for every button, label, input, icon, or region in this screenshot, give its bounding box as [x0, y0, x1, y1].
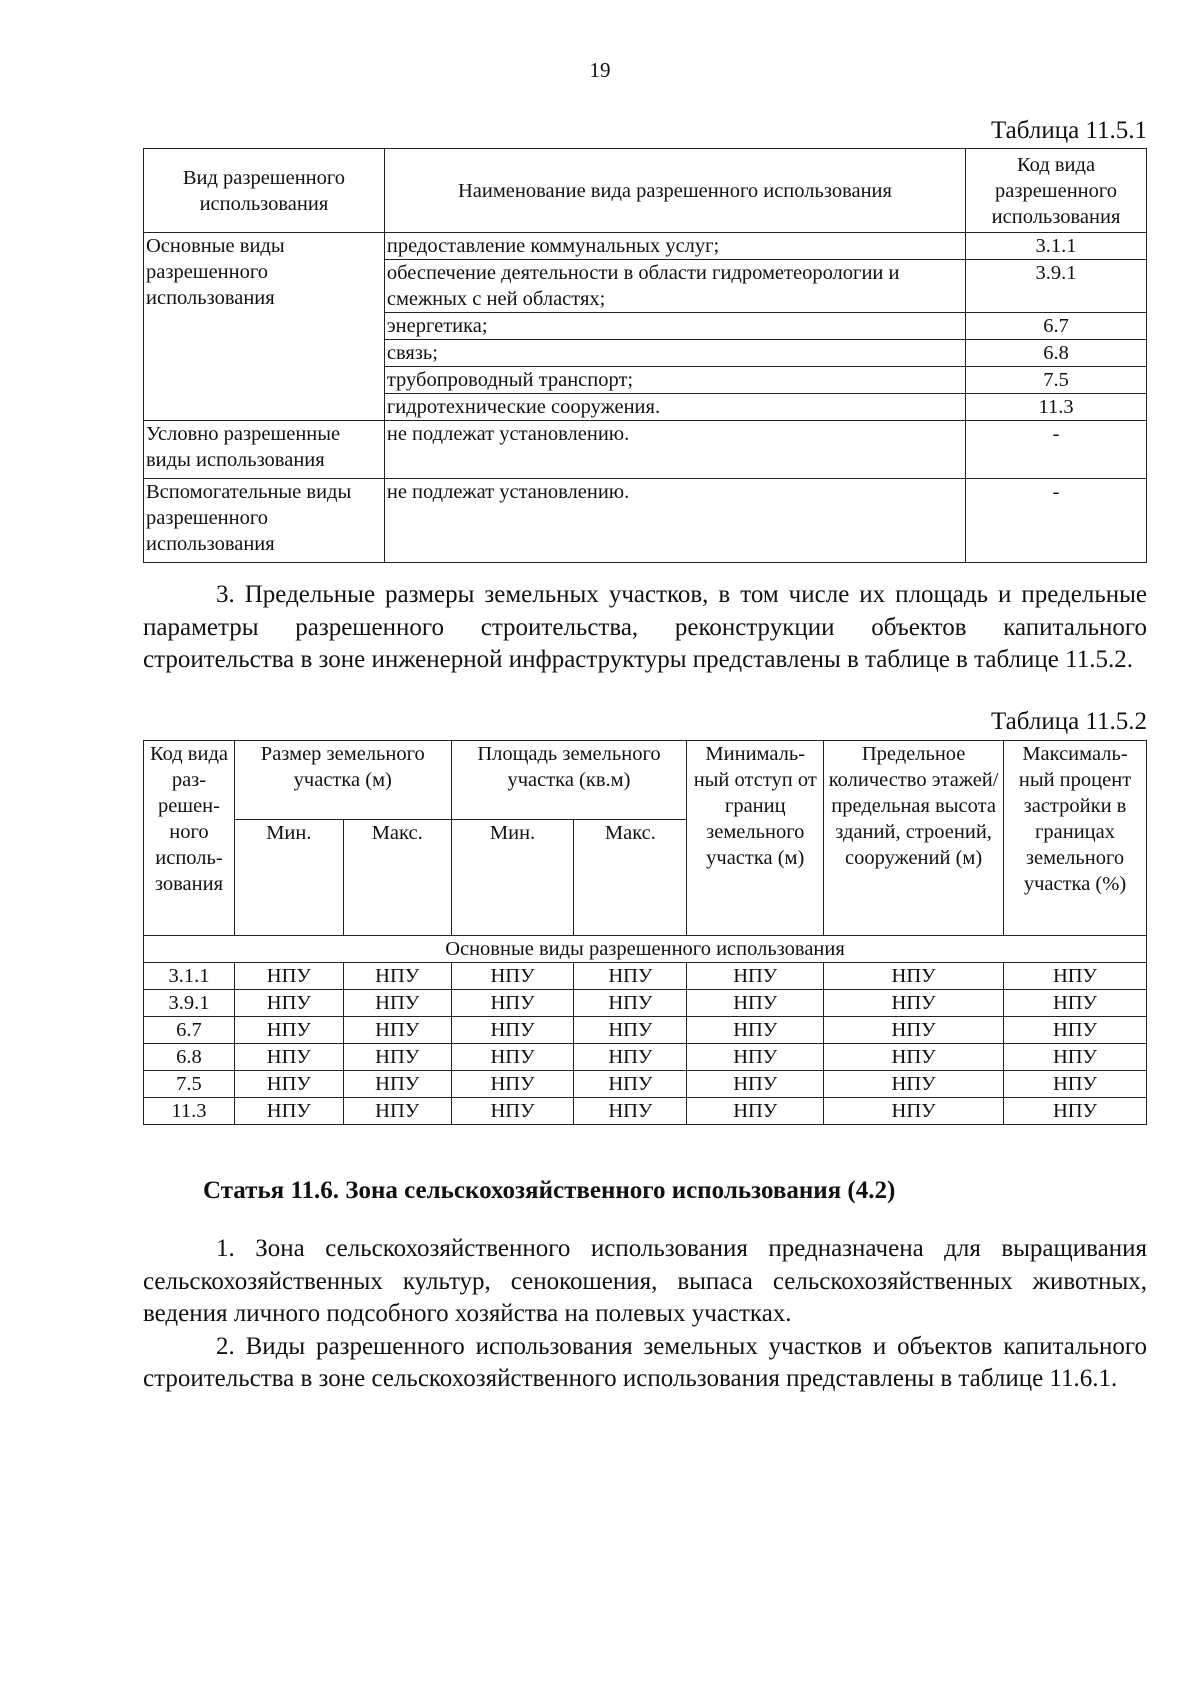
parameter-value: НПУ: [451, 1017, 574, 1044]
parameter-value: НПУ: [343, 1044, 451, 1071]
use-name: предоставление коммунальных услуг;: [384, 233, 965, 260]
parameters-table: [143, 740, 1147, 1125]
parameter-value: НПУ: [574, 963, 687, 990]
group-label: Вспомогательные виды разрешенного использования: [144, 479, 385, 563]
use-code: 7.5: [966, 367, 1147, 394]
table1-caption: Таблица 11.5.1: [991, 117, 1147, 144]
parameter-value: НПУ: [1004, 1044, 1147, 1071]
use-code: 3.1.1: [144, 963, 235, 990]
use-name: обеспечение деятельности в области гидрометеорологии и смежных с ней областях;: [384, 260, 965, 313]
parameter-value: НПУ: [687, 1044, 824, 1071]
use-code: 6.8: [966, 340, 1147, 367]
header-cell: Предельное количество этажей/ предельная высота зданий, строений, сооружений (м): [824, 741, 1004, 936]
header-cell: Мин.: [234, 820, 343, 936]
parameter-value: НПУ: [824, 1098, 1004, 1125]
parameter-value: НПУ: [234, 1044, 343, 1071]
parameter-value: НПУ: [687, 963, 824, 990]
header-cell: Площадь земельного участка (кв.м): [451, 741, 687, 820]
use-code: -: [966, 479, 1147, 563]
article-body: [143, 1233, 1147, 1396]
table-row: [144, 990, 1147, 1017]
parameter-value: НПУ: [451, 1098, 574, 1125]
use-code: 6.7: [966, 313, 1147, 340]
use-code: 11.3: [966, 394, 1147, 421]
header-cell: Макс.: [574, 820, 687, 936]
header-cell: Код вида раз-решен-ного исполь-зования: [144, 741, 235, 936]
parameter-value: НПУ: [1004, 1098, 1147, 1125]
use-code: 3.9.1: [144, 990, 235, 1017]
parameter-value: НПУ: [451, 1044, 574, 1071]
use-name: гидротехнические сооружения.: [384, 394, 965, 421]
parameter-value: НПУ: [824, 1071, 1004, 1098]
parameter-value: НПУ: [234, 1017, 343, 1044]
parameter-value: НПУ: [687, 1071, 824, 1098]
header-cell: Наименование вида разрешенного использования: [384, 149, 965, 233]
use-code: 11.3: [144, 1098, 235, 1125]
table-row: [144, 963, 1147, 990]
parameter-value: НПУ: [574, 1071, 687, 1098]
header-cell: Мин.: [451, 820, 574, 936]
parameter-value: НПУ: [574, 1017, 687, 1044]
table-row: [144, 479, 1147, 563]
parameter-value: НПУ: [687, 1017, 824, 1044]
use-code: 3.9.1: [966, 260, 1147, 313]
parameter-value: НПУ: [574, 1098, 687, 1125]
group-row: Основные виды разрешенного использования: [144, 936, 1147, 963]
parameter-value: НПУ: [451, 963, 574, 990]
table-row: [144, 1098, 1147, 1125]
use-name: не подлежат установлению.: [384, 421, 965, 479]
table2-caption: Таблица 11.5.2: [991, 708, 1147, 735]
table-row: [144, 1017, 1147, 1044]
table-row: [144, 1071, 1147, 1098]
permitted-use-table: [143, 148, 1147, 563]
parameter-value: НПУ: [343, 990, 451, 1017]
header-cell: Макс.: [343, 820, 451, 936]
article-paragraph: 2. Виды разрешенного использования земельных участков и объектов капитального строительства в зоне сельскохозяйственного использования представлены в таблице 11.6.1.: [143, 1332, 1147, 1392]
parameter-value: НПУ: [824, 1017, 1004, 1044]
table-row: [144, 421, 1147, 479]
parameter-value: НПУ: [1004, 963, 1147, 990]
parameter-value: НПУ: [824, 990, 1004, 1017]
header-cell: Код вида разрешенного использования: [966, 149, 1147, 233]
paragraph-3: [143, 579, 1147, 677]
group-label: Условно разрешенные виды использования: [144, 421, 385, 479]
header-cell: Вид разрешенного использования: [144, 149, 385, 233]
use-code: 7.5: [144, 1071, 235, 1098]
parameter-value: НПУ: [687, 1098, 824, 1125]
parameter-value: НПУ: [1004, 1017, 1147, 1044]
use-code: 3.1.1: [966, 233, 1147, 260]
parameter-value: НПУ: [234, 1071, 343, 1098]
parameter-value: НПУ: [451, 990, 574, 1017]
use-name: не подлежат установлению.: [384, 479, 965, 563]
table-row: [144, 233, 1147, 260]
use-name: энергетика;: [384, 313, 965, 340]
parameter-value: НПУ: [1004, 1071, 1147, 1098]
header-cell: Минималь-ный отступ от границ земельного участка (м): [687, 741, 824, 936]
use-name: связь;: [384, 340, 965, 367]
paragraph-text: 3. Предельные размеры земельных участков, в том числе их площадь и предельные параметры разрешенного строительства, реконструкции объектов капитального строительства в зоне инженерной инфраструктуры представлены в таблице в таблице 11.5.2.: [143, 581, 1147, 673]
parameter-value: НПУ: [234, 990, 343, 1017]
parameter-value: НПУ: [234, 963, 343, 990]
table-row: [144, 1044, 1147, 1071]
article-paragraph: 1. Зона сельскохозяйственного использования предназначена для выращивания сельскохозяйственных культур, сенокошения, выпаса сельскохозяйственных животных, ведения личного подсобного хозяйства на полевых участках.: [143, 1235, 1147, 1327]
use-name: трубопроводный транспорт;: [384, 367, 965, 394]
use-code: -: [966, 421, 1147, 479]
use-code: 6.8: [144, 1044, 235, 1071]
parameter-value: НПУ: [574, 990, 687, 1017]
parameter-value: НПУ: [1004, 990, 1147, 1017]
parameter-value: НПУ: [343, 1098, 451, 1125]
parameter-value: НПУ: [234, 1098, 343, 1125]
article-title: Статья 11.6. Зона сельскохозяйственного использования (4.2): [203, 1177, 896, 1204]
parameter-value: НПУ: [343, 963, 451, 990]
parameter-value: НПУ: [343, 1071, 451, 1098]
group-label: Основные виды разрешенного использования: [144, 233, 385, 421]
header-cell: Максималь-ный процент застройки в границах земельного участка (%): [1004, 741, 1147, 936]
parameter-value: НПУ: [824, 1044, 1004, 1071]
parameter-value: НПУ: [451, 1071, 574, 1098]
header-cell: Размер земельного участка (м): [234, 741, 451, 820]
parameter-value: НПУ: [574, 1044, 687, 1071]
parameter-value: НПУ: [687, 990, 824, 1017]
parameter-value: НПУ: [824, 963, 1004, 990]
page-number: 19: [589, 58, 611, 82]
use-code: 6.7: [144, 1017, 235, 1044]
parameter-value: НПУ: [343, 1017, 451, 1044]
